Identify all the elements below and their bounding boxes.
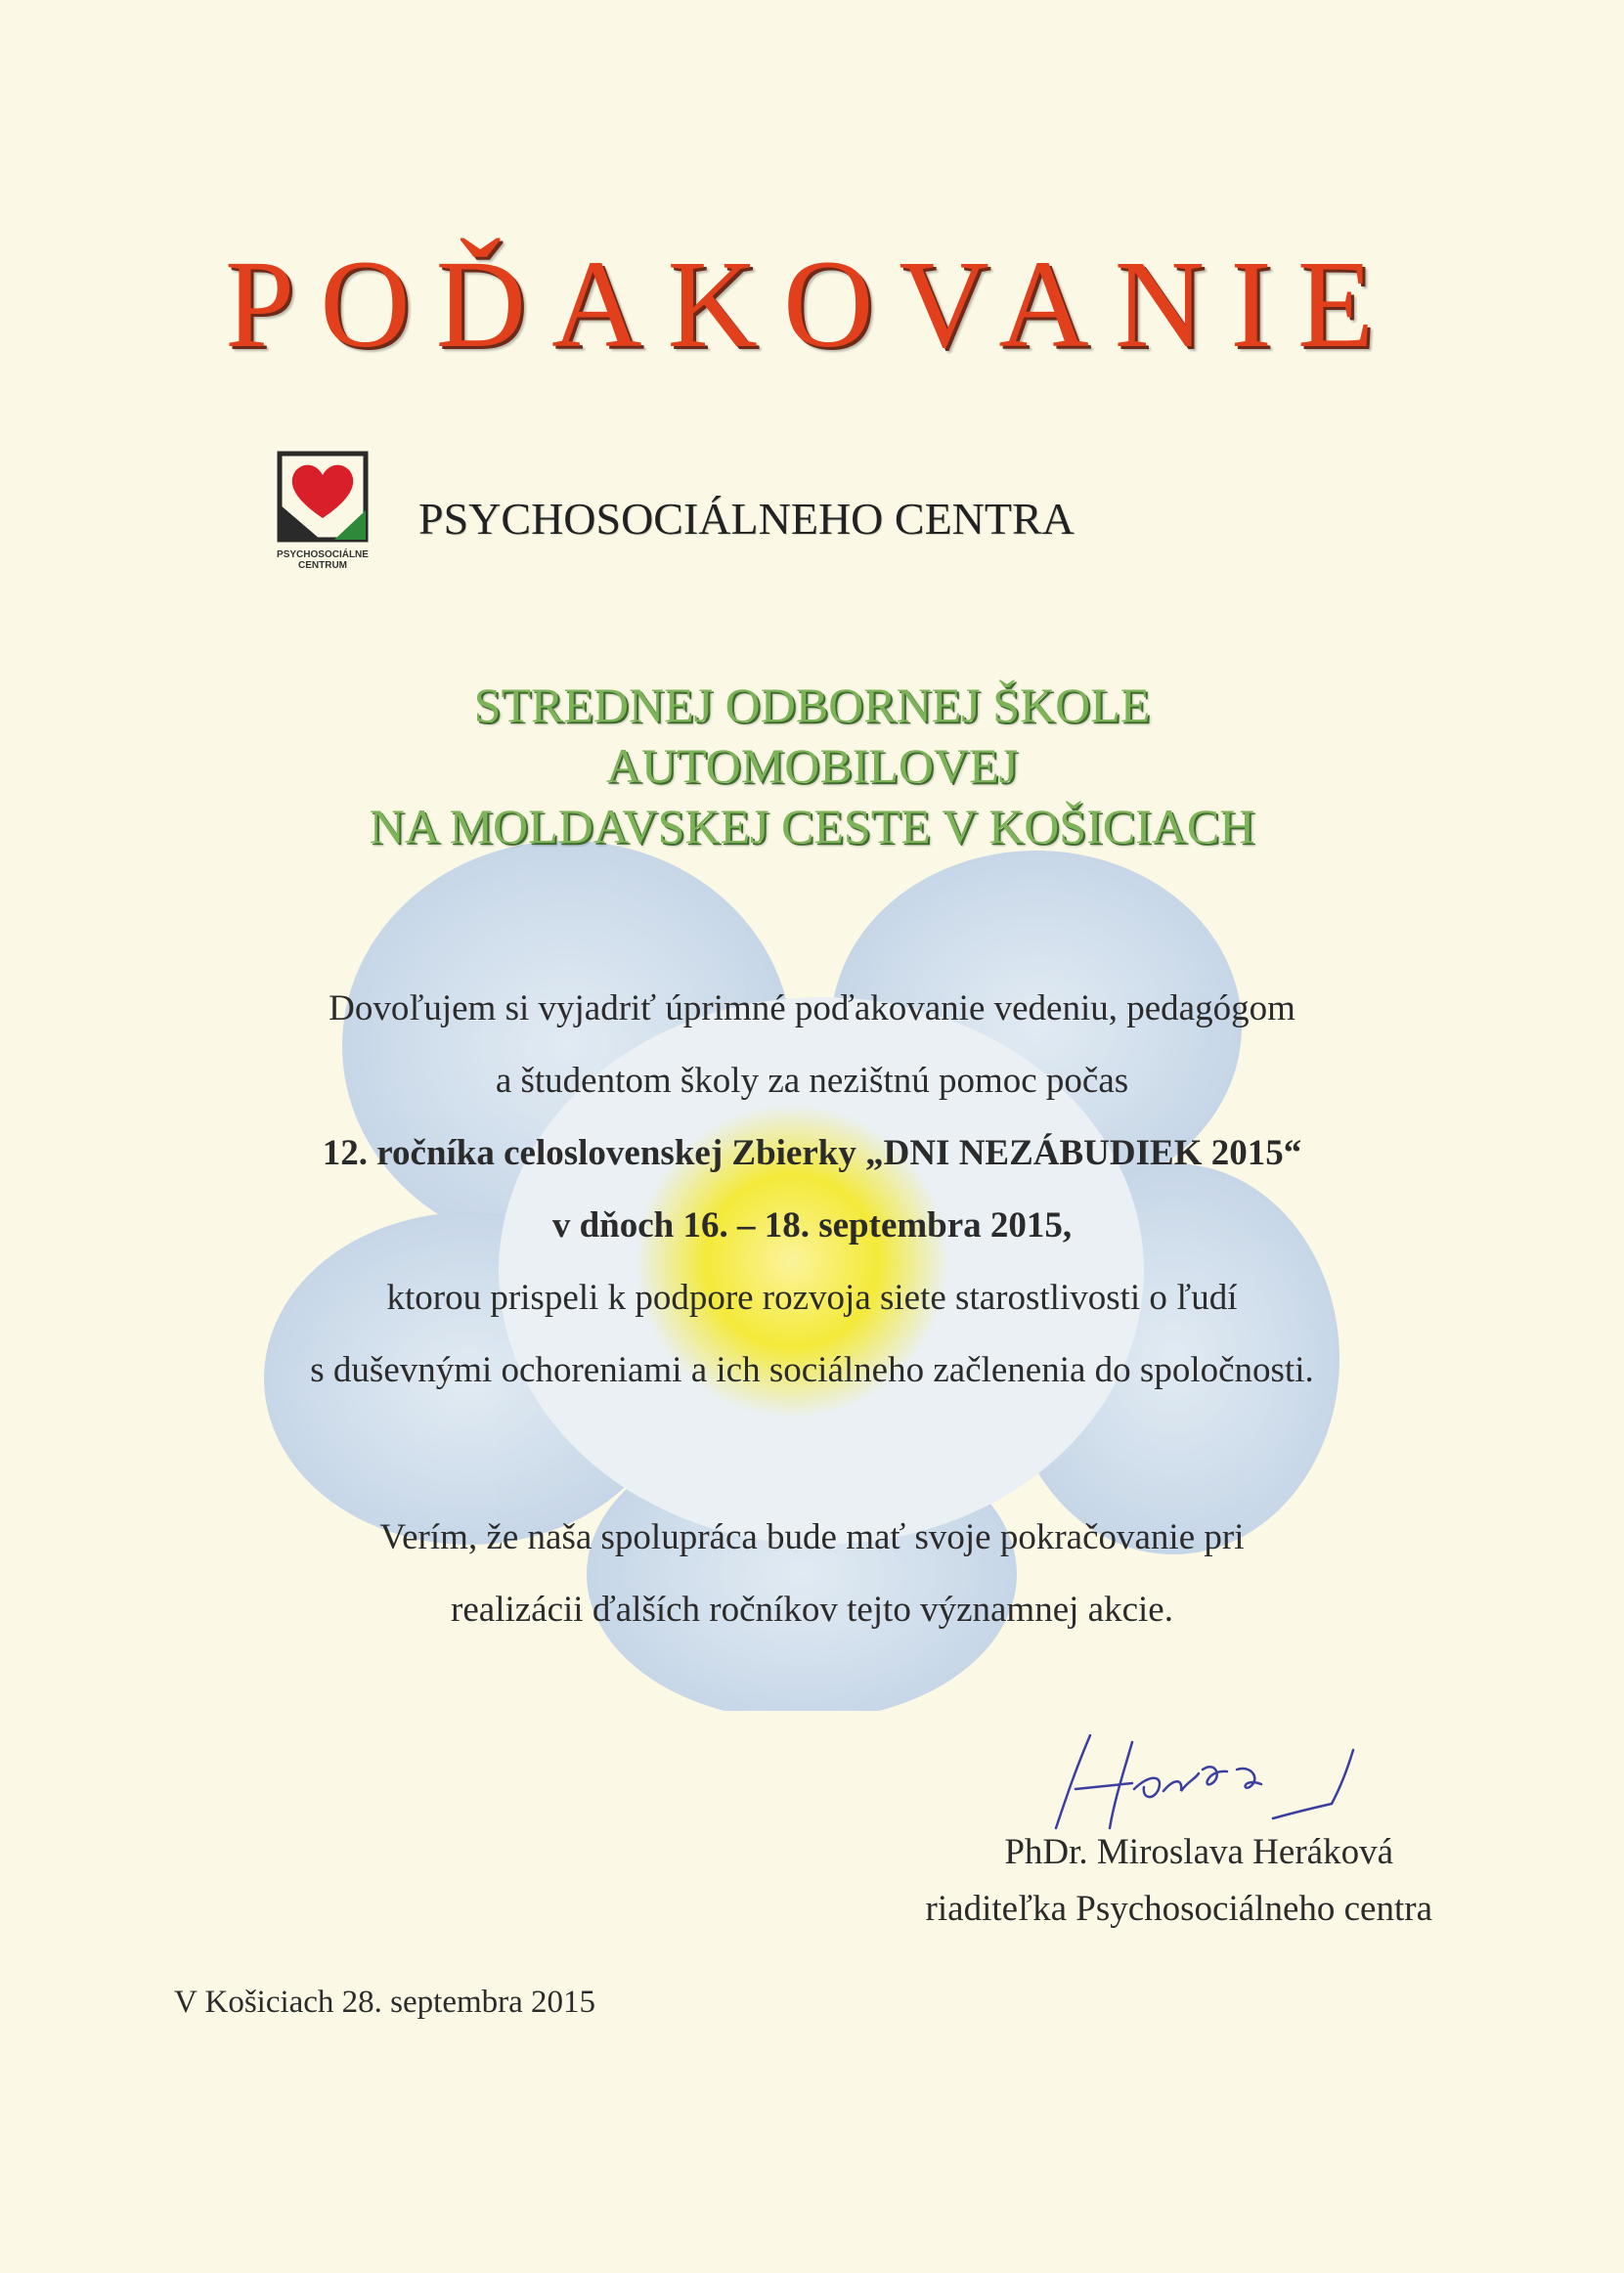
signatory-name: PhDr. Miroslava Heráková: [1004, 1832, 1393, 1872]
signatory-position: riaditeľka Psychosociálneho centra: [925, 1889, 1432, 1929]
recipient-line: NA MOLDAVSKEJ CESTE V KOŠICIACH: [369, 799, 1255, 853]
organization-logo: [264, 450, 381, 577]
logo-caption: [264, 549, 381, 571]
recipient-line: AUTOMOBILOVEJ: [605, 738, 1019, 793]
closing-paragraph: [0, 1502, 1624, 1646]
paragraph-line: realizácii ďalších ročníkov tejto významnej akcie.: [451, 1590, 1173, 1630]
heart-logo-icon: [264, 450, 381, 547]
certificate-title: POĎAKOVANIE: [225, 235, 1399, 373]
event-dates-line: v dňoch 16. – 18. septembra 2015,: [551, 1205, 1073, 1246]
issue-date: V Košiciach 28. septembra 2015: [174, 1985, 596, 2020]
handwritten-signature: [1017, 1730, 1369, 1838]
paragraph-line: ktorou prispeli k podpore rozvoja siete starostlivosti o ľudí: [386, 1278, 1238, 1318]
organization-name: PSYCHOSOCIÁLNEHO CENTRA: [418, 494, 1075, 544]
recipient-block: [0, 675, 1624, 856]
logo-caption-line2: CENTRUM: [298, 560, 347, 571]
paragraph-line: s duševnými ochoreniami a ich sociálneho začlenenia do spoločnosti.: [310, 1350, 1314, 1390]
thanks-paragraph: [0, 973, 1624, 1407]
paragraph-line: a študentom školy za nezištnú pomoc počas: [495, 1061, 1129, 1101]
paragraph-line: Verím, že naša spolupráca bude mať svoje pokračovanie pri: [379, 1517, 1245, 1557]
logo-caption-line1: PSYCHOSOCIÁLNE: [277, 549, 369, 560]
event-name-line: 12. ročníka celoslovenskej Zbierky „DNI NEZÁBUDIEK 2015“: [322, 1133, 1302, 1173]
paragraph-line: Dovoľujem si vyjadriť úprimné poďakovanie vedeniu, pedagógom: [329, 988, 1295, 1028]
recipient-line: STREDNEJ ODBORNEJ ŠKOLE: [473, 678, 1151, 732]
